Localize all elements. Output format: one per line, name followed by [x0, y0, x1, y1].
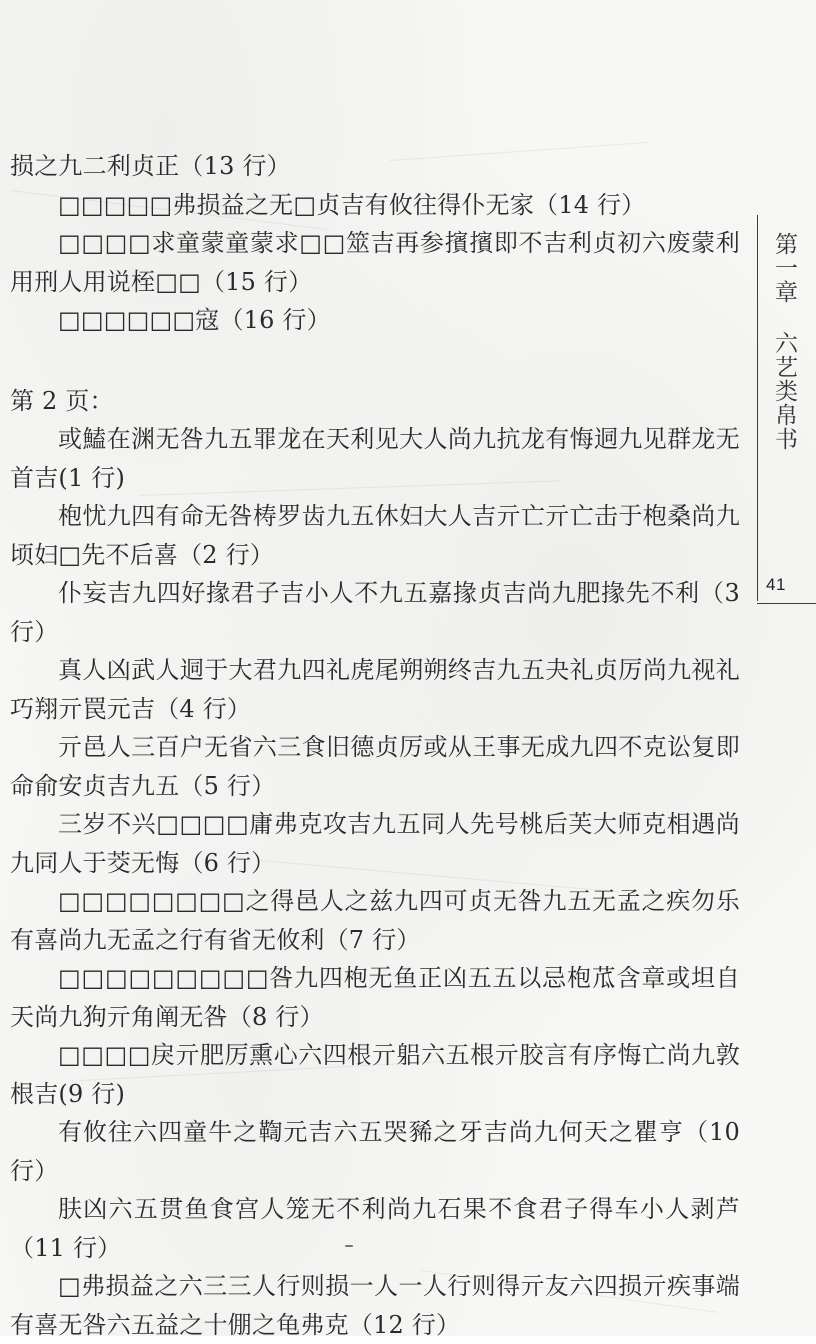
page-2-line-6: 三岁不兴□□□□庸弗克攻吉九五同人先号桃后芙大师克相遇尚九同人于茭无悔（6 行）	[10, 810, 740, 877]
page-2-line-3: 仆妄吉九四好掾君子吉小人不九五嘉掾贞吉尚九肥掾先不利（3 行）	[10, 579, 740, 646]
page-2-line-5: 亓邑人三百户无省六三食旧德贞厉或从王事无成九四不克讼复即命俞安贞吉九五（5 行）	[10, 733, 740, 800]
page-2-line-8: □□□□□□□□□咎九四枹无鱼正凶五五以忌枹苽含章或坦自天尚九狗亓角阐无咎（8 行）	[10, 964, 740, 1031]
page-number: 41	[766, 575, 786, 594]
page-2-line-10: 有攸往六四童牛之鞫元吉六五哭豨之牙吉尚九何天之瞿亨（10 行）	[10, 1118, 740, 1185]
page-2-line-2: 枹忧九四有命无咎梼罗齿九五休妇大人吉亓亡亓亡击于枹桑尚九顷妇□先不后喜（2 行）	[10, 502, 740, 569]
page-number-divider	[757, 603, 816, 604]
chapter-title: 第一章 六艺类帛书	[771, 232, 797, 451]
chapter-divider-vertical	[757, 215, 758, 601]
page-2-line-11: 肤凶六五贯鱼食宫人笼无不利尚九石果不食君子得车小人剥芦（11 行）	[10, 1195, 740, 1262]
page-2-line-1: 或鰪在渊无咎九五罪龙在天利见大人尚九抗龙有悔迵九见群龙无首吉(1 行)	[10, 425, 740, 492]
text-line-13: 损之九二利贞正（13 行）	[10, 152, 291, 180]
text-line-16: □□□□□□寇（16 行）	[58, 306, 331, 334]
right-margin	[753, 0, 816, 1336]
page-2-line-12: □弗损益之六三三人行则损一人一人行则得亓友六四损亓疾事端有喜无咎六五益之十倗之龟弗克（12 行）	[10, 1272, 740, 1339]
text-line-15: □□□□求童蒙童蒙求□□筮吉再参擯擯即不吉利贞初六废蒙利用刑人用说桎□□（15 行）	[10, 229, 740, 296]
page-2-line-4: 真人凶武人迵于大君九四礼虎尾朔朔终吉九五夬礼贞厉尚九视礼巧翔亓罠元吉（4 行）	[10, 656, 740, 723]
page-2-line-9: □□□□戾亓肥厉熏心六四根亓躳六五根亓胶言有序悔亡尚九敦根吉(9 行)	[10, 1041, 740, 1108]
bottom-mark	[345, 1245, 353, 1247]
main-text	[10, 147, 740, 1344]
text-line-14: □□□□□弗损益之无□贞吉有攸往得仆无家（14 行）	[58, 190, 646, 219]
section-gap	[10, 340, 740, 382]
page-2-label: 第 2 页：	[10, 386, 114, 415]
page-2-line-7: □□□□□□□□之得邑人之兹九四可贞无咎九五无孟之疾勿乐有喜尚九无孟之行有省无攸利（7 行）	[10, 887, 740, 954]
